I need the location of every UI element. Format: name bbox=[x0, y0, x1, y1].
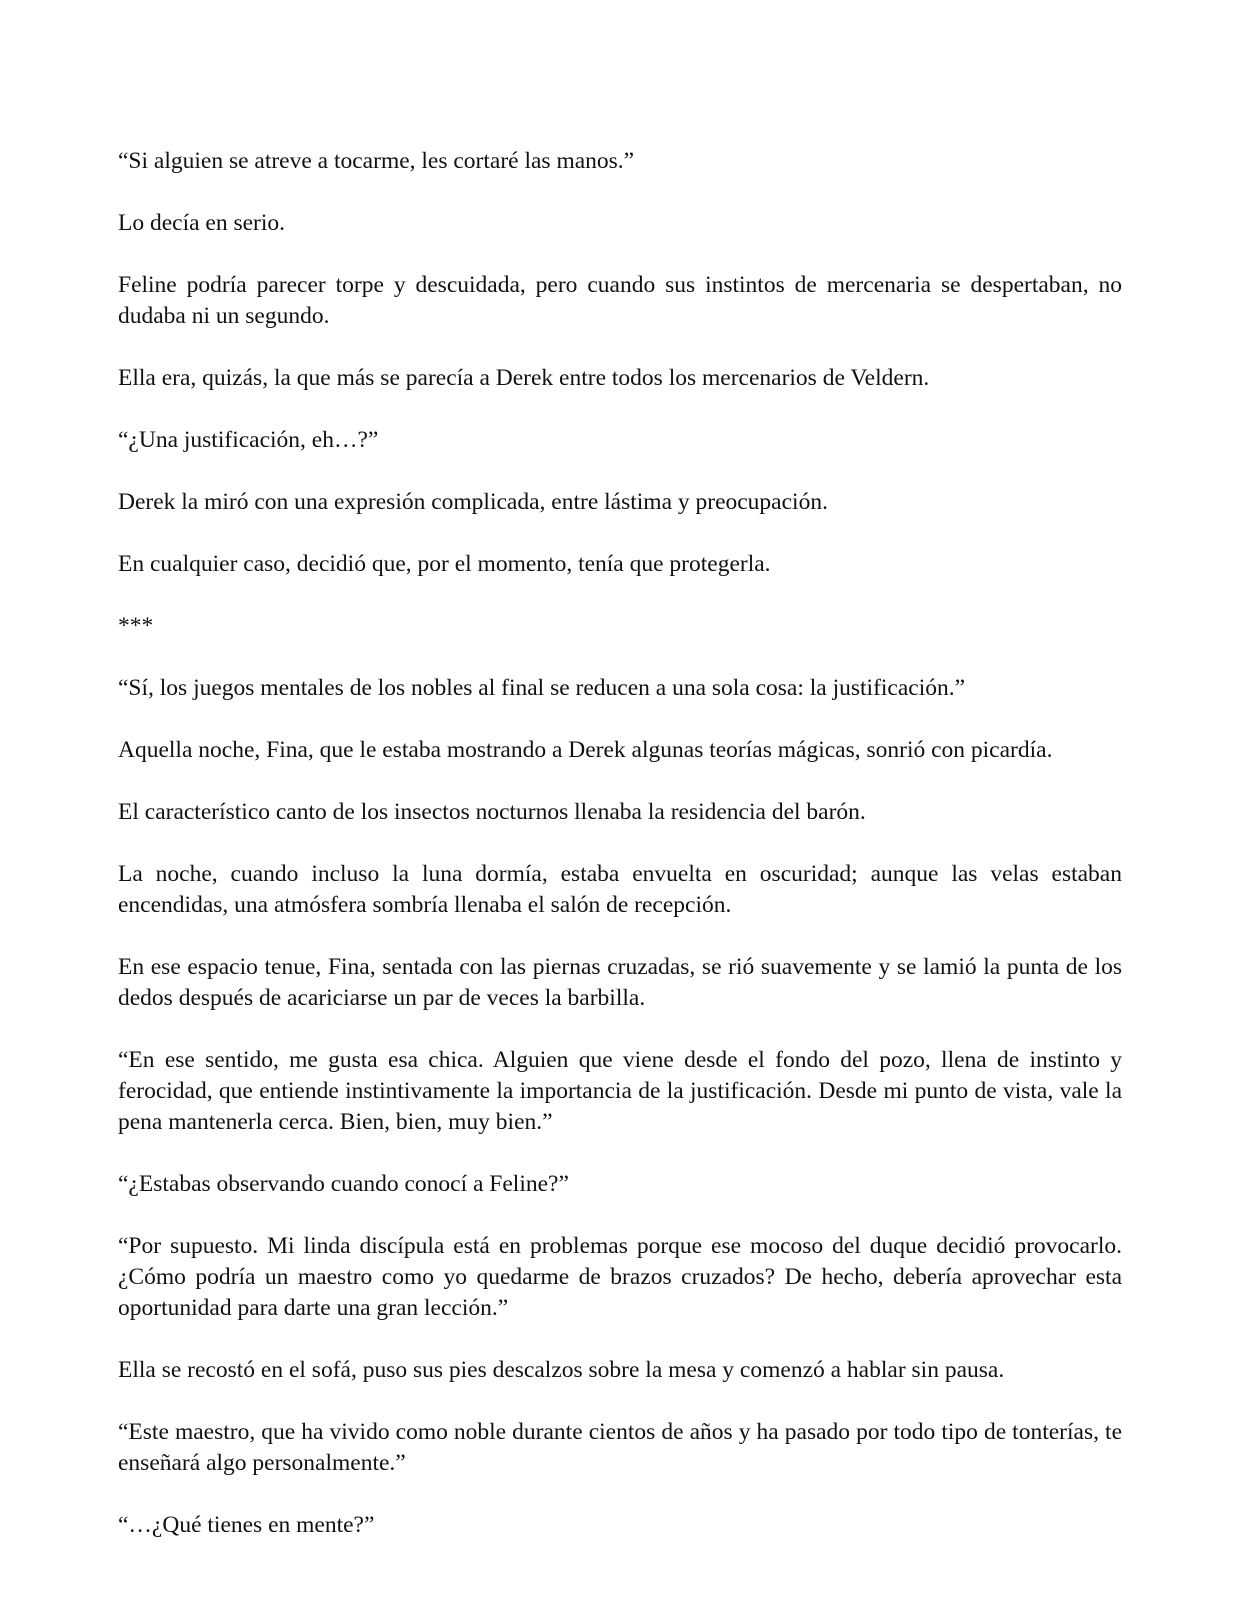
paragraph-10: Aquella noche, Fina, que le estaba mostrando a Derek algunas teorías mágicas, sonrió con picardía. bbox=[118, 737, 1053, 763]
paragraph-18: “Este maestro, que ha vivido como noble durante cientos de años y ha pasado por todo tipo de tonterías, te enseñará algo personalmente.” bbox=[118, 1419, 1122, 1476]
document-page bbox=[118, 146, 1122, 1572]
paragraph-19: “…¿Qué tienes en mente?” bbox=[118, 1512, 375, 1538]
paragraph-3: Feline podría parecer torpe y descuidada, pero cuando sus instintos de mercenaria se despertaban, no dudaba ni un segundo. bbox=[118, 272, 1122, 329]
paragraph-15: “¿Estabas observando cuando conocí a Feline?” bbox=[118, 1171, 569, 1197]
paragraph-5: “¿Una justificación, eh…?” bbox=[118, 427, 379, 453]
paragraph-13: En ese espacio tenue, Fina, sentada con las piernas cruzadas, se rió suavemente y se lamió la punta de los dedos después de acariciarse un par de veces la barbilla. bbox=[118, 954, 1122, 1011]
paragraph-2: Lo decía en serio. bbox=[118, 210, 286, 236]
paragraph-14: “En ese sentido, me gusta esa chica. Alguien que viene desde el fondo del pozo, llena de instinto y ferocidad, que entiende instintivamente la importancia de la justificación. Desde mi punto de vista, vale la pena mantenerla cerca. Bien, bien, muy bien.” bbox=[118, 1047, 1122, 1135]
paragraph-16: “Por supuesto. Mi linda discípula está en problemas porque ese mocoso del duque decidió provocarlo. ¿Cómo podría un maestro como yo quedarme de brazos cruzados? De hecho, debería aprovechar esta oportunidad para darte una gran lección.” bbox=[118, 1233, 1122, 1321]
paragraph-7: En cualquier caso, decidió que, por el momento, tenía que protegerla. bbox=[118, 551, 771, 577]
paragraph-4: Ella era, quizás, la que más se parecía a Derek entre todos los mercenarios de Veldern. bbox=[118, 365, 930, 391]
paragraph-6: Derek la miró con una expresión complicada, entre lástima y preocupación. bbox=[118, 489, 828, 515]
paragraph-1: “Si alguien se atreve a tocarme, les cortaré las manos.” bbox=[118, 148, 635, 174]
paragraph-9: “Sí, los juegos mentales de los nobles al final se reducen a una sola cosa: la justificación.” bbox=[118, 675, 966, 701]
scene-break: *** bbox=[118, 613, 154, 639]
paragraph-11: El característico canto de los insectos nocturnos llenaba la residencia del barón. bbox=[118, 799, 866, 825]
paragraph-17: Ella se recostó en el sofá, puso sus pies descalzos sobre la mesa y comenzó a hablar sin pausa. bbox=[118, 1357, 1005, 1383]
paragraph-12: La noche, cuando incluso la luna dormía, estaba envuelta en oscuridad; aunque las velas estaban encendidas, una atmósfera sombría llenaba el salón de recepción. bbox=[118, 861, 1122, 918]
